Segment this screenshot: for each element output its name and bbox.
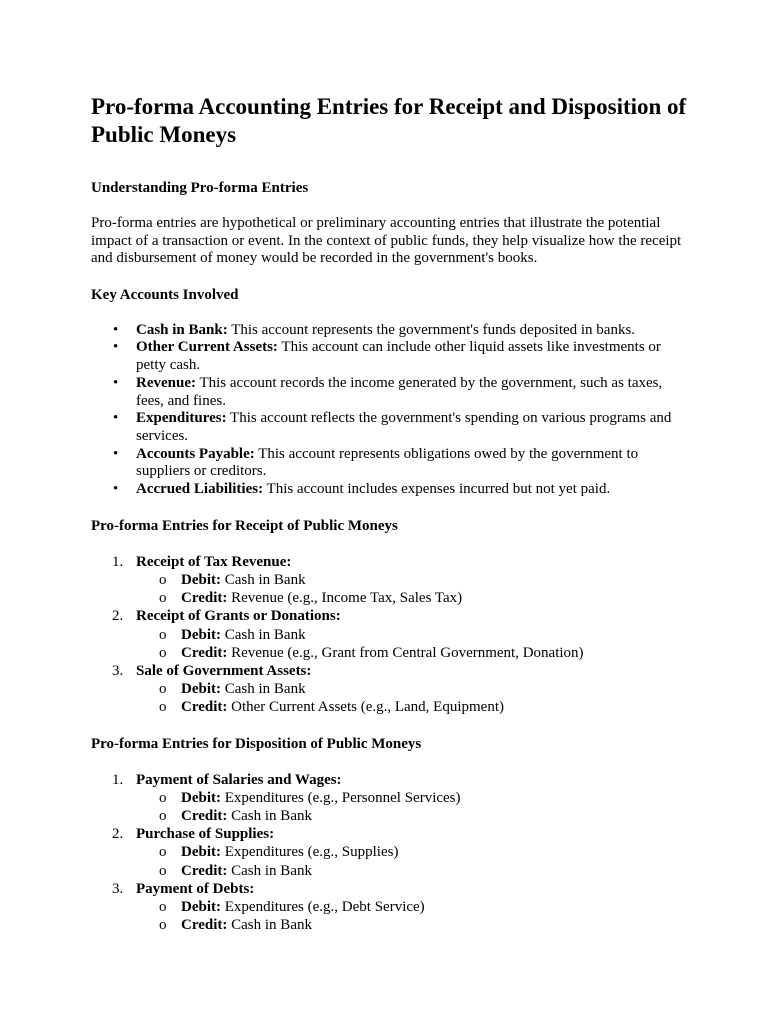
- entry-payment-debts: [112, 880, 691, 935]
- circle-bullet-icon: o: [159, 917, 167, 934]
- key-accounts-list: [91, 322, 691, 499]
- account-description: This account represents obligations owed by the government to suppliers or creditors.: [136, 445, 639, 480]
- entry-sale-of-assets: [112, 662, 691, 717]
- account-description: This account can include other liquid assets like investments or petty cash.: [136, 339, 661, 374]
- credit-line: [159, 644, 691, 662]
- debit-value: Cash in Bank: [221, 626, 306, 643]
- credit-value: Cash in Bank: [227, 808, 312, 825]
- credit-label: Credit:: [181, 590, 228, 607]
- list-number: 1.: [112, 771, 124, 788]
- debit-line: [159, 571, 691, 589]
- debit-label: Debit:: [181, 572, 221, 589]
- debit-value: Cash in Bank: [221, 572, 306, 589]
- debit-label: Debit:: [181, 844, 221, 861]
- receipt-entries-list: [91, 553, 691, 717]
- credit-line: [159, 698, 691, 716]
- account-description: This account represents the government's funds deposited in banks.: [227, 321, 636, 338]
- account-term: Accounts Payable:: [136, 445, 255, 462]
- bullet-icon: •: [113, 445, 119, 462]
- entry-lines: [136, 843, 691, 879]
- debit-line: [159, 626, 691, 644]
- circle-bullet-icon: o: [159, 590, 167, 607]
- list-number: 3.: [112, 880, 124, 897]
- list-number: 2.: [112, 826, 124, 843]
- bullet-icon: •: [113, 481, 119, 498]
- entry-title: Payment of Debts:: [136, 880, 255, 897]
- document-title: Pro-forma Accounting Entries for Receipt and Disposition of Public Moneys: [91, 94, 687, 147]
- debit-label: Debit:: [181, 626, 221, 643]
- circle-bullet-icon: o: [159, 808, 167, 825]
- list-item-expenditures: [113, 410, 691, 445]
- entry-payment-salaries: [112, 771, 691, 826]
- entry-lines: [136, 898, 691, 934]
- bullet-icon: •: [113, 339, 119, 356]
- debit-value: Expenditures (e.g., Personnel Services): [221, 789, 461, 806]
- list-item-accounts-payable: [113, 445, 691, 481]
- debit-line: [159, 680, 691, 698]
- debit-value: Expenditures (e.g., Debt Service): [221, 899, 425, 916]
- entry-title: Receipt of Grants or Donations:: [136, 608, 341, 625]
- credit-value: Cash in Bank: [227, 862, 312, 879]
- list-number: 2.: [112, 608, 124, 625]
- circle-bullet-icon: o: [159, 626, 167, 643]
- credit-label: Credit:: [181, 862, 228, 879]
- list-item-other-current-assets: [113, 339, 691, 374]
- account-term: Revenue:: [136, 374, 196, 391]
- bullet-icon: •: [113, 410, 119, 427]
- account-description: This account records the income generated by the government, such as taxes, fees, and fines.: [136, 374, 663, 409]
- credit-value: Revenue (e.g., Grant from Central Government, Donation): [227, 644, 584, 661]
- list-item-revenue: [113, 374, 691, 410]
- debit-value: Expenditures (e.g., Supplies): [221, 844, 399, 861]
- heading-disposition-entries: Pro-forma Entries for Disposition of Public Moneys: [91, 735, 422, 752]
- credit-line: [159, 589, 691, 607]
- entry-receipt-tax-revenue: [112, 553, 691, 608]
- circle-bullet-icon: o: [159, 699, 167, 716]
- credit-line: [159, 916, 691, 934]
- debit-label: Debit:: [181, 899, 221, 916]
- entry-title: Payment of Salaries and Wages:: [136, 771, 342, 788]
- credit-line: [159, 862, 691, 880]
- entry-title: Receipt of Tax Revenue:: [136, 553, 292, 570]
- account-term: Accrued Liabilities:: [136, 481, 264, 498]
- heading-understanding: Understanding Pro-forma Entries: [91, 180, 309, 196]
- debit-label: Debit:: [181, 789, 221, 806]
- circle-bullet-icon: o: [159, 899, 167, 916]
- account-description: This account includes expenses incurred but not yet paid.: [263, 481, 611, 498]
- heading-key-accounts: Key Accounts Involved: [91, 286, 239, 303]
- credit-value: Other Current Assets (e.g., Land, Equipment): [227, 699, 504, 716]
- credit-line: [159, 807, 691, 825]
- entry-title: Sale of Government Assets:: [136, 663, 312, 680]
- list-item-accrued-liabilities: [113, 481, 691, 499]
- entry-lines: [136, 571, 691, 607]
- circle-bullet-icon: o: [159, 844, 167, 861]
- circle-bullet-icon: o: [159, 681, 167, 698]
- paragraph-understanding: Pro-forma entries are hypothetical or preliminary accounting entries that illustrate the potential impact of a transaction or event. In the context of public funds, they help visualize how the receipt and disbursement of money would be recorded in the government's books.: [91, 215, 682, 267]
- circle-bullet-icon: o: [159, 572, 167, 589]
- debit-line: [159, 843, 691, 861]
- disposition-entries-list: [91, 771, 691, 935]
- credit-label: Credit:: [181, 644, 228, 661]
- bullet-icon: •: [113, 321, 119, 338]
- debit-line: [159, 789, 691, 807]
- circle-bullet-icon: o: [159, 644, 167, 661]
- account-term: Expenditures:: [136, 410, 227, 427]
- bullet-icon: •: [113, 374, 119, 391]
- credit-label: Credit:: [181, 917, 228, 934]
- circle-bullet-icon: o: [159, 789, 167, 806]
- entry-receipt-grants: [112, 607, 691, 662]
- account-term: Other Current Assets:: [136, 339, 278, 356]
- entry-lines: [136, 626, 691, 662]
- credit-value: Cash in Bank: [227, 917, 312, 934]
- account-term: Cash in Bank:: [136, 321, 228, 338]
- debit-line: [159, 898, 691, 916]
- document-page: [91, 93, 691, 952]
- debit-value: Cash in Bank: [221, 681, 306, 698]
- credit-value: Revenue (e.g., Income Tax, Sales Tax): [227, 590, 463, 607]
- entry-purchase-supplies: [112, 825, 691, 880]
- account-description: This account reflects the government's spending on various programs and services.: [136, 410, 672, 444]
- list-number: 1.: [112, 553, 124, 570]
- list-number: 3.: [112, 663, 124, 680]
- credit-label: Credit:: [181, 699, 228, 716]
- circle-bullet-icon: o: [159, 862, 167, 879]
- entry-lines: [136, 680, 691, 716]
- debit-label: Debit:: [181, 681, 221, 698]
- entry-title: Purchase of Supplies:: [136, 826, 275, 843]
- list-item-cash-in-bank: [113, 321, 691, 340]
- credit-label: Credit:: [181, 808, 228, 825]
- entry-lines: [136, 789, 691, 825]
- heading-receipt-entries: Pro-forma Entries for Receipt of Public Moneys: [91, 517, 398, 534]
